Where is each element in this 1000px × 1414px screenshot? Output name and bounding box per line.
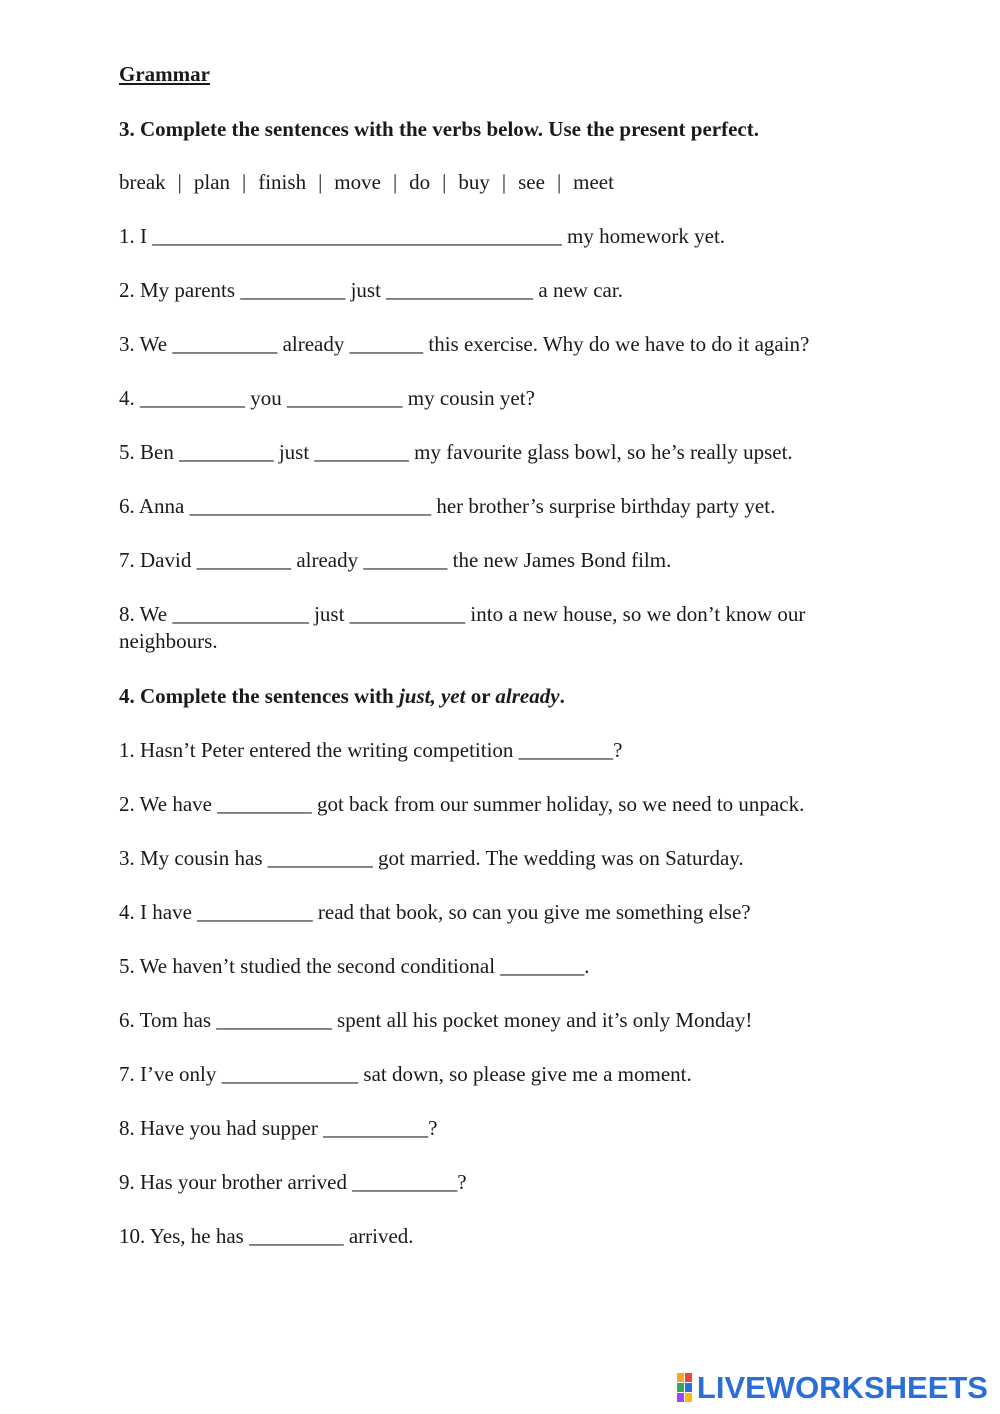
logo-block	[685, 1383, 692, 1392]
logo-block	[677, 1393, 684, 1402]
logo-block	[677, 1373, 684, 1382]
exercise-3-instruction: 3. Complete the sentences with the verbs below. Use the present perfect.	[119, 117, 759, 141]
word-bank-item: plan	[193, 170, 231, 194]
page-title: Grammar	[119, 62, 210, 86]
exercise-3-item[interactable]: 2. My parents __________ just ______________ a new car.	[119, 278, 623, 302]
word-bank-separator: |	[242, 170, 247, 194]
exercise-3-item[interactable]: 3. We __________ already _______ this exercise. Why do we have to do it again?	[119, 332, 810, 356]
logo-block	[685, 1373, 692, 1382]
exercise-3-item[interactable]: 6. Anna _______________________ her brother’s surprise birthday party yet.	[119, 494, 776, 518]
exercise-4-item[interactable]: 6. Tom has ___________ spent all his pocket money and it’s only Monday!	[119, 1008, 753, 1032]
exercise-4-item[interactable]: 10. Yes, he has _________ arrived.	[119, 1224, 414, 1248]
word-bank-separator: |	[318, 170, 323, 194]
exercise-4-item[interactable]: 4. I have ___________ read that book, so can you give me something else?	[119, 900, 751, 924]
exercise-4-instruction	[119, 683, 910, 710]
instruction-text: or	[465, 684, 496, 708]
exercise-4-item[interactable]: 9. Has your brother arrived __________?	[119, 1170, 467, 1194]
instruction-text: .	[559, 684, 565, 708]
exercise-4-item[interactable]: 1. Hasn’t Peter entered the writing competition _________?	[119, 738, 623, 762]
word-bank-separator: |	[442, 170, 447, 194]
exercise-3-item[interactable]: 1. I _______________________________________ my homework yet.	[119, 224, 726, 248]
instruction-text: 4. Complete the sentences with	[119, 684, 399, 708]
word-bank-item: see	[518, 170, 545, 194]
exercise-4-item[interactable]: 7. I’ve only _____________ sat down, so please give me a moment.	[119, 1062, 692, 1086]
liveworksheets-logo	[677, 1372, 988, 1403]
exercise-3-item[interactable]: 7. David _________ already ________ the new James Bond film.	[119, 548, 672, 572]
exercise-4-item[interactable]: 5. We haven’t studied the second conditional ________.	[119, 954, 590, 978]
logo-text: LIVEWORKSHEETS	[696, 1370, 988, 1405]
logo-block	[677, 1383, 684, 1392]
exercise-4-item[interactable]: 3. My cousin has __________ got married. The wedding was on Saturday.	[119, 846, 744, 870]
word-bank-separator: |	[556, 170, 562, 194]
word-bank-item: buy	[458, 170, 490, 194]
word-bank-separator: |	[177, 170, 182, 194]
logo-block	[685, 1393, 692, 1402]
exercise-3-item[interactable]: 8. We _____________ just ___________ into a new house, so we don’t know our neighbours.	[119, 602, 806, 653]
exercise-4-item[interactable]: 8. Have you had supper __________?	[119, 1116, 438, 1140]
exercise-3-item[interactable]: 5. Ben _________ just _________ my favourite glass bowl, so he’s really upset.	[119, 440, 793, 464]
word-bank-item: finish	[258, 170, 307, 194]
instruction-keyword: just, yet	[398, 684, 466, 708]
logo-blocks-icon	[677, 1373, 692, 1402]
word-bank-item: meet	[573, 170, 614, 194]
word-bank-separator: |	[392, 170, 398, 194]
instruction-keyword: already	[495, 684, 560, 708]
word-bank-item: do	[409, 170, 431, 194]
exercise-3-item[interactable]: 4. __________ you ___________ my cousin yet?	[119, 386, 535, 410]
word-bank-separator: |	[501, 170, 507, 194]
exercise-4-item[interactable]: 2. We have _________ got back from our summer holiday, so we need to unpack.	[119, 792, 805, 816]
word-bank-item: break	[119, 170, 166, 194]
word-bank-item: move	[334, 170, 381, 194]
word-bank	[119, 169, 910, 196]
